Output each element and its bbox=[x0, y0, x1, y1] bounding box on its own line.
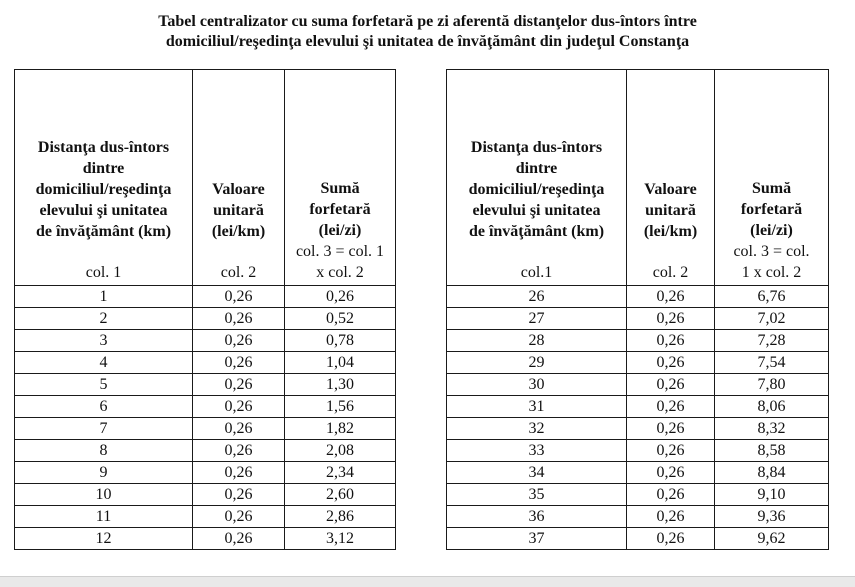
header-distance-line: Distanţa dus-întors bbox=[470, 139, 603, 156]
flat-sum-cell: 8,06 bbox=[715, 396, 829, 418]
table-row bbox=[15, 330, 396, 352]
table-header-row bbox=[15, 70, 396, 286]
header-distance-line: elevului şi unitatea bbox=[472, 202, 601, 219]
unit-value-cell: 0,26 bbox=[627, 418, 715, 440]
flat-sum-cell: 0,26 bbox=[285, 286, 396, 308]
distance-km-cell: 9 bbox=[15, 462, 193, 484]
flat-sum-cell: 1,04 bbox=[285, 352, 396, 374]
table-row bbox=[15, 308, 396, 330]
unit-value-cell: 0,26 bbox=[193, 440, 285, 462]
header-distance-line: de învăţământ (km) bbox=[468, 223, 605, 240]
table-row bbox=[15, 528, 396, 550]
table-row bbox=[15, 440, 396, 462]
header-unit-value bbox=[627, 70, 715, 286]
table-row bbox=[447, 440, 829, 462]
distance-km-cell: 8 bbox=[15, 440, 193, 462]
unit-value-cell: 0,26 bbox=[627, 528, 715, 550]
header-flat-sum-line: (lei/zi) bbox=[318, 222, 362, 239]
table-row bbox=[15, 506, 396, 528]
table-row bbox=[15, 374, 396, 396]
table-row bbox=[15, 396, 396, 418]
header-distance-line: de învăţământ (km) bbox=[35, 223, 172, 240]
header-formula-line: 1 x col. 2 bbox=[741, 264, 802, 281]
table-row bbox=[15, 352, 396, 374]
flat-sum-cell: 2,08 bbox=[285, 440, 396, 462]
unit-value-cell: 0,26 bbox=[627, 440, 715, 462]
unit-value-cell: 0,26 bbox=[627, 506, 715, 528]
unit-value-cell: 0,26 bbox=[627, 286, 715, 308]
flat-sum-cell: 8,84 bbox=[715, 462, 829, 484]
header-distance bbox=[447, 70, 627, 286]
flat-sum-cell: 7,54 bbox=[715, 352, 829, 374]
flat-sum-cell: 6,76 bbox=[715, 286, 829, 308]
header-unit-value bbox=[193, 70, 285, 286]
distance-km-cell: 12 bbox=[15, 528, 193, 550]
distance-km-cell: 32 bbox=[447, 418, 627, 440]
flat-sum-cell: 0,78 bbox=[285, 330, 396, 352]
distance-km-cell: 10 bbox=[15, 484, 193, 506]
flat-sum-cell: 1,82 bbox=[285, 418, 396, 440]
document-title bbox=[0, 12, 855, 52]
distance-km-cell: 2 bbox=[15, 308, 193, 330]
table-row bbox=[447, 374, 829, 396]
unit-value-cell: 0,26 bbox=[627, 330, 715, 352]
header-unit-value-line: unitară bbox=[213, 202, 264, 219]
viewer-bottom-bar bbox=[0, 576, 855, 587]
header-distance-line: domiciliul/reşedinţa bbox=[468, 181, 605, 198]
flat-sum-cell: 7,80 bbox=[715, 374, 829, 396]
table-row bbox=[15, 418, 396, 440]
header-flat-sum-line: forfetară bbox=[740, 201, 803, 218]
table-row bbox=[15, 484, 396, 506]
table-row bbox=[447, 396, 829, 418]
flat-sum-cell: 9,62 bbox=[715, 528, 829, 550]
header-formula-line: x col. 2 bbox=[316, 264, 364, 281]
header-unit-value-line: (lei/km) bbox=[643, 223, 698, 240]
header-distance-line: domiciliul/reşedinţa bbox=[35, 181, 172, 198]
flat-sum-cell: 2,34 bbox=[285, 462, 396, 484]
header-flat-sum bbox=[715, 70, 829, 286]
header-distance bbox=[15, 70, 193, 286]
header-col-index: col. 1 bbox=[85, 264, 122, 281]
table-row bbox=[447, 506, 829, 528]
flat-sum-cell: 8,32 bbox=[715, 418, 829, 440]
distance-km-cell: 4 bbox=[15, 352, 193, 374]
unit-value-cell: 0,26 bbox=[193, 528, 285, 550]
header-formula-line: col. 3 = col. bbox=[733, 243, 810, 260]
flat-sum-cell: 7,28 bbox=[715, 330, 829, 352]
distance-km-cell: 28 bbox=[447, 330, 627, 352]
unit-value-cell: 0,26 bbox=[193, 506, 285, 528]
table-row bbox=[447, 484, 829, 506]
distance-km-cell: 35 bbox=[447, 484, 627, 506]
distance-km-cell: 30 bbox=[447, 374, 627, 396]
distance-km-cell: 3 bbox=[15, 330, 193, 352]
table-row bbox=[15, 462, 396, 484]
header-distance-line: dintre bbox=[82, 160, 125, 177]
unit-value-cell: 0,26 bbox=[193, 330, 285, 352]
flat-sum-cell: 8,58 bbox=[715, 440, 829, 462]
header-unit-value-line: Valoare bbox=[644, 181, 697, 198]
header-flat-sum-line: Sumă bbox=[320, 180, 360, 197]
unit-value-cell: 0,26 bbox=[193, 396, 285, 418]
flat-sum-cell: 7,02 bbox=[715, 308, 829, 330]
unit-value-cell: 0,26 bbox=[627, 352, 715, 374]
table-row bbox=[447, 286, 829, 308]
distance-km-cell: 36 bbox=[447, 506, 627, 528]
header-distance-line: Distanţa dus-întors bbox=[37, 139, 170, 156]
flat-sum-cell: 1,56 bbox=[285, 396, 396, 418]
title-line-1: Tabel centralizator cu suma forfetară pe zi aferentă distanţelor dus-întors între bbox=[158, 13, 697, 30]
header-col-index: col.1 bbox=[520, 264, 553, 281]
table-row bbox=[447, 418, 829, 440]
distance-km-cell: 37 bbox=[447, 528, 627, 550]
table-row bbox=[15, 286, 396, 308]
header-flat-sum bbox=[285, 70, 396, 286]
distance-km-cell: 26 bbox=[447, 286, 627, 308]
header-col-index: col. 2 bbox=[220, 264, 257, 281]
distance-km-cell: 5 bbox=[15, 374, 193, 396]
flat-sum-cell: 9,36 bbox=[715, 506, 829, 528]
unit-value-cell: 0,26 bbox=[627, 374, 715, 396]
header-unit-value-line: Valoare bbox=[212, 181, 265, 198]
table-row bbox=[447, 352, 829, 374]
header-flat-sum-line: forfetară bbox=[309, 201, 371, 218]
distance-km-cell: 11 bbox=[15, 506, 193, 528]
distance-table-right bbox=[446, 69, 829, 550]
flat-sum-cell: 2,60 bbox=[285, 484, 396, 506]
flat-sum-cell: 2,86 bbox=[285, 506, 396, 528]
distance-km-cell: 33 bbox=[447, 440, 627, 462]
flat-sum-cell: 1,30 bbox=[285, 374, 396, 396]
header-formula-line: col. 3 = col. 1 bbox=[295, 243, 385, 260]
distance-km-cell: 31 bbox=[447, 396, 627, 418]
unit-value-cell: 0,26 bbox=[193, 308, 285, 330]
distance-km-cell: 27 bbox=[447, 308, 627, 330]
unit-value-cell: 0,26 bbox=[193, 484, 285, 506]
header-col-index: col. 2 bbox=[652, 264, 689, 281]
unit-value-cell: 0,26 bbox=[627, 396, 715, 418]
table-row bbox=[447, 462, 829, 484]
unit-value-cell: 0,26 bbox=[627, 462, 715, 484]
distance-km-cell: 6 bbox=[15, 396, 193, 418]
unit-value-cell: 0,26 bbox=[193, 374, 285, 396]
distance-km-cell: 29 bbox=[447, 352, 627, 374]
table-row bbox=[447, 528, 829, 550]
distance-table-left bbox=[14, 69, 396, 550]
header-distance-line: elevului şi unitatea bbox=[39, 202, 168, 219]
distance-km-cell: 34 bbox=[447, 462, 627, 484]
header-distance-line: dintre bbox=[515, 160, 558, 177]
header-flat-sum-line: Sumă bbox=[751, 180, 792, 197]
distance-km-cell: 1 bbox=[15, 286, 193, 308]
header-flat-sum-line: (lei/zi) bbox=[750, 222, 793, 239]
title-line-2: domiciliul/reşedinţa elevului şi unitatea de învăţământ din judeţul Constanţa bbox=[165, 33, 690, 50]
unit-value-cell: 0,26 bbox=[193, 352, 285, 374]
unit-value-cell: 0,26 bbox=[193, 462, 285, 484]
table-row bbox=[447, 330, 829, 352]
flat-sum-cell: 0,52 bbox=[285, 308, 396, 330]
flat-sum-cell: 3,12 bbox=[285, 528, 396, 550]
unit-value-cell: 0,26 bbox=[193, 418, 285, 440]
table-header-row bbox=[447, 70, 829, 286]
header-unit-value-line: (lei/km) bbox=[211, 223, 266, 240]
distance-km-cell: 7 bbox=[15, 418, 193, 440]
unit-value-cell: 0,26 bbox=[193, 286, 285, 308]
unit-value-cell: 0,26 bbox=[627, 308, 715, 330]
header-unit-value-line: unitară bbox=[645, 202, 696, 219]
flat-sum-cell: 9,10 bbox=[715, 484, 829, 506]
unit-value-cell: 0,26 bbox=[627, 484, 715, 506]
table-row bbox=[447, 308, 829, 330]
